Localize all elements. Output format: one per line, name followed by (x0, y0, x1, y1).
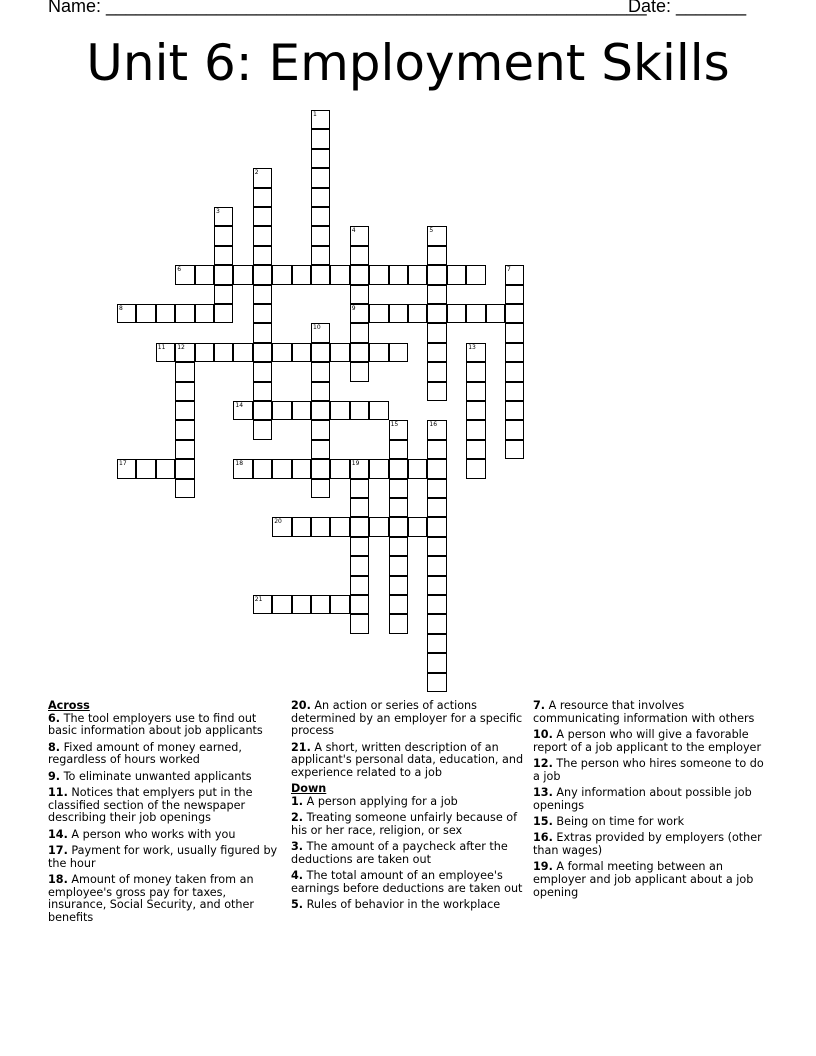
crossword-cell[interactable] (156, 459, 175, 478)
crossword-cell[interactable] (311, 323, 330, 342)
crossword-cell[interactable] (175, 304, 194, 323)
crossword-cell[interactable] (466, 343, 485, 362)
clue-number: 4 (351, 227, 356, 235)
clue-number: 10 (313, 324, 321, 332)
crossword-cell[interactable] (389, 498, 408, 517)
crossword-cell[interactable] (233, 401, 252, 420)
crossword-cell[interactable] (350, 226, 369, 245)
crossword-cell[interactable] (311, 207, 330, 226)
crossword-cell[interactable] (311, 440, 330, 459)
crossword-cell[interactable] (389, 304, 408, 323)
clue-across: 20. An action or series of actions determined by an employer for a specific process (291, 699, 523, 738)
crossword-cell[interactable] (466, 304, 485, 323)
crossword-cell[interactable] (505, 343, 524, 362)
crossword-cell[interactable] (350, 498, 369, 517)
crossword-cell[interactable] (311, 382, 330, 401)
crossword-cell[interactable] (505, 265, 524, 284)
crossword-cell[interactable] (311, 149, 330, 168)
clue-across: 21. A short, written description of an applicant's personal data, education, and experience related to a job (291, 740, 524, 779)
crossword-cell[interactable] (214, 285, 233, 304)
crossword-cell[interactable] (253, 188, 272, 207)
crossword-cell[interactable] (505, 323, 524, 342)
across-heading: Across (48, 699, 90, 712)
crossword-cell[interactable] (330, 595, 349, 614)
clue-down: 19. A formal meeting between an employer and job applicant about a job opening (533, 860, 754, 899)
clue-across: 11. Notices that emplyers put in the classified section of the newspaper describing their job openings (48, 785, 253, 825)
crossword-cell[interactable] (253, 343, 272, 362)
crossword-cell[interactable] (427, 479, 446, 498)
crossword-cell[interactable] (505, 285, 524, 304)
crossword-cell[interactable] (253, 207, 272, 226)
crossword-cell[interactable] (466, 382, 485, 401)
crossword-cell[interactable] (272, 595, 291, 614)
crossword-cell[interactable] (311, 479, 330, 498)
clue-number: 17 (119, 460, 127, 468)
crossword-cell[interactable] (408, 304, 427, 323)
crossword-cell[interactable] (330, 343, 349, 362)
crossword-cell[interactable] (350, 556, 369, 575)
crossword-cell[interactable] (350, 479, 369, 498)
crossword-cell[interactable] (136, 304, 155, 323)
crossword-cell[interactable] (427, 323, 446, 342)
crossword-cell[interactable] (350, 362, 369, 381)
crossword-cell[interactable] (389, 537, 408, 556)
crossword-cell[interactable] (214, 226, 233, 245)
crossword-cell[interactable] (350, 304, 369, 323)
clue-number: 11 (157, 343, 166, 351)
crossword-cell[interactable] (253, 285, 272, 304)
crossword-cell[interactable] (330, 265, 349, 284)
crossword-cell[interactable] (427, 634, 446, 653)
crossword-cell[interactable] (389, 440, 408, 459)
crossword-cell[interactable] (389, 343, 408, 362)
crossword-cell[interactable] (195, 304, 214, 323)
clue-number: 13 (468, 343, 476, 351)
crossword-cell[interactable] (253, 420, 272, 439)
clue-down: 1. A person applying for a job (291, 794, 458, 808)
clue-number: 8 (119, 305, 123, 312)
crossword-cell[interactable] (427, 537, 446, 556)
clue-number: 21 (254, 596, 263, 603)
clue-down: 12. The person who hires someone to do a job (533, 756, 764, 783)
crossword-cell[interactable] (292, 517, 311, 536)
crossword-cell[interactable] (369, 517, 388, 536)
crossword-cell[interactable] (505, 304, 524, 323)
crossword-cell[interactable] (214, 246, 233, 265)
crossword-cell[interactable] (466, 440, 485, 459)
crossword-cell[interactable] (253, 246, 272, 265)
crossword-cell[interactable] (311, 110, 330, 129)
crossword-cell[interactable] (427, 304, 446, 323)
crossword-cell[interactable] (175, 479, 194, 498)
crossword-cell[interactable] (311, 401, 330, 420)
crossword-cell[interactable] (311, 343, 330, 362)
crossword-cell[interactable] (466, 459, 485, 478)
crossword-cell[interactable] (369, 343, 388, 362)
crossword-cell[interactable] (253, 401, 272, 420)
crossword-cell[interactable] (175, 382, 194, 401)
crossword-cell[interactable] (272, 459, 291, 478)
crossword-cell[interactable] (466, 420, 485, 439)
crossword-cell[interactable] (350, 343, 369, 362)
crossword-cell[interactable] (505, 440, 524, 459)
clue-number: 1 (313, 111, 317, 118)
clue-across: 8. Fixed amount of money earned, regardless of hours worked (48, 740, 242, 767)
crossword-cell[interactable] (272, 517, 291, 536)
crossword-cell[interactable] (233, 343, 252, 362)
crossword-cell[interactable] (350, 614, 369, 633)
clue-number: 9 (351, 305, 356, 312)
clue-column-2 (291, 700, 527, 915)
crossword-cell[interactable] (272, 401, 291, 420)
crossword-cell[interactable] (427, 653, 446, 672)
clue-column-1 (48, 700, 284, 928)
crossword-cell[interactable] (253, 382, 272, 401)
crossword-cell[interactable] (253, 362, 272, 381)
crossword-cell[interactable] (350, 595, 369, 614)
crossword-cell[interactable] (292, 343, 311, 362)
clue-across: 14. A person who works with you (48, 827, 236, 841)
clue-down: 10. A person who will give a favorable report of a job applicant to the employer (533, 727, 762, 754)
crossword-cell[interactable] (311, 226, 330, 245)
crossword-cell[interactable] (389, 459, 408, 478)
crossword-cell[interactable] (272, 265, 291, 284)
clue-down: 16. Extras provided by employers (other than wages) (533, 831, 762, 857)
crossword-cell[interactable] (175, 440, 194, 459)
crossword-cell[interactable] (195, 343, 214, 362)
crossword-cell[interactable] (330, 517, 349, 536)
crossword-cell[interactable] (311, 129, 330, 148)
crossword-cell[interactable] (175, 401, 194, 420)
crossword-cell[interactable] (466, 401, 485, 420)
crossword-cell[interactable] (292, 265, 311, 284)
crossword-cell[interactable] (117, 304, 136, 323)
crossword-cell[interactable] (427, 285, 446, 304)
crossword-cell[interactable] (389, 420, 408, 439)
crossword-cell[interactable] (427, 673, 446, 692)
clue-across: 9. To eliminate unwanted applicants (48, 769, 252, 783)
crossword-cell[interactable] (486, 304, 505, 323)
page-title: Unit 6: Employment Skills (86, 34, 730, 92)
crossword-cell[interactable] (253, 226, 272, 245)
crossword-cell[interactable] (447, 265, 466, 284)
crossword-cell[interactable] (427, 614, 446, 633)
crossword-cell[interactable] (214, 207, 233, 226)
crossword-cell[interactable] (214, 343, 233, 362)
crossword-cell[interactable] (330, 401, 349, 420)
crossword-cell[interactable] (311, 265, 330, 284)
crossword-cell[interactable] (195, 265, 214, 284)
crossword-cell[interactable] (427, 246, 446, 265)
clue-number: 20 (274, 518, 282, 526)
clue-number: 19 (351, 460, 360, 468)
crossword-cell[interactable] (253, 323, 272, 342)
crossword-cell[interactable] (292, 401, 311, 420)
crossword-cell[interactable] (350, 401, 369, 420)
crossword-cell[interactable] (427, 517, 446, 536)
crossword-cell[interactable] (175, 343, 194, 362)
crossword-cell[interactable] (389, 517, 408, 536)
crossword-cell[interactable] (505, 382, 524, 401)
clue-number: 5 (429, 227, 434, 235)
clue-number: 2 (254, 169, 259, 177)
crossword-cell[interactable] (427, 420, 446, 439)
crossword-cell[interactable] (292, 459, 311, 478)
crossword-cell[interactable] (505, 401, 524, 420)
crossword-cell[interactable] (311, 595, 330, 614)
crossword-cell[interactable] (350, 285, 369, 304)
crossword-cell[interactable] (369, 304, 388, 323)
crossword-cell[interactable] (466, 265, 485, 284)
crossword-cell[interactable] (311, 246, 330, 265)
crossword-cell[interactable] (175, 420, 194, 439)
crossword-cell[interactable] (408, 517, 427, 536)
crossword-cell[interactable] (505, 420, 524, 439)
crossword-cell[interactable] (427, 556, 446, 575)
clue-down: 4. The total amount of an employee's earnings before deductions are taken out (291, 869, 523, 895)
crossword-cell[interactable] (175, 265, 194, 284)
crossword-cell[interactable] (175, 362, 194, 381)
crossword-cell[interactable] (214, 265, 233, 284)
crossword-cell[interactable] (156, 304, 175, 323)
crossword-cell[interactable] (311, 459, 330, 478)
clue-column-3 (533, 700, 769, 903)
crossword-cell[interactable] (350, 537, 369, 556)
crossword-cell[interactable] (466, 362, 485, 381)
crossword-cell[interactable] (389, 265, 408, 284)
crossword-cell[interactable] (214, 304, 233, 323)
crossword-cell[interactable] (427, 595, 446, 614)
clue-number: 14 (235, 402, 244, 409)
crossword-cell[interactable] (311, 188, 330, 207)
crossword-cell[interactable] (427, 362, 446, 381)
crossword-cell[interactable] (427, 459, 446, 478)
name-field[interactable]: Name: ______________________________________________________ (48, 0, 647, 16)
crossword-cell[interactable] (369, 401, 388, 420)
crossword-cell[interactable] (389, 595, 408, 614)
crossword-cell[interactable] (253, 304, 272, 323)
crossword-cell[interactable] (505, 362, 524, 381)
crossword-cell[interactable] (427, 265, 446, 284)
clue-number: 15 (390, 421, 399, 429)
clue-number: 3 (216, 208, 220, 215)
crossword-cell[interactable] (330, 459, 349, 478)
crossword-cell[interactable] (389, 614, 408, 633)
crossword-cell[interactable] (311, 420, 330, 439)
clue-number: 18 (235, 460, 244, 468)
crossword-cell[interactable] (427, 576, 446, 595)
crossword-cell[interactable] (447, 304, 466, 323)
crossword-cell[interactable] (427, 343, 446, 362)
crossword-cell[interactable] (350, 459, 369, 478)
clue-across: 18. Amount of money taken from an employee's gross pay for taxes, insurance, Social Security, and other benefits (48, 872, 254, 924)
clue-down: 7. A resource that involves communicating information with others (533, 699, 755, 725)
crossword-cell[interactable] (350, 517, 369, 536)
clue-number: 6 (177, 266, 182, 274)
clue-number: 7 (507, 266, 511, 274)
crossword-cell[interactable] (292, 595, 311, 614)
crossword-cell[interactable] (253, 168, 272, 187)
crossword-cell[interactable] (253, 459, 272, 478)
crossword-cell[interactable] (350, 323, 369, 342)
crossword-cell[interactable] (369, 459, 388, 478)
clue-down: 2. Treating someone unfairly because of his or her race, religion, or sex (291, 811, 518, 837)
crossword-cell[interactable] (253, 265, 272, 284)
crossword-cell[interactable] (253, 595, 272, 614)
crossword-cell[interactable] (408, 265, 427, 284)
crossword-cell[interactable] (156, 343, 175, 362)
crossword-cell[interactable] (311, 168, 330, 187)
crossword-cell[interactable] (117, 459, 136, 478)
date-field[interactable]: Date: _______ (628, 0, 747, 16)
crossword-cell[interactable] (350, 265, 369, 284)
crossword-cell[interactable] (272, 343, 291, 362)
clue-down: 15. Being on time for work (533, 814, 685, 828)
clue-number: 16 (429, 421, 438, 429)
crossword-cell[interactable] (427, 440, 446, 459)
crossword-cell[interactable] (389, 576, 408, 595)
clue-across: 6. The tool employers use to find out basic information about job applicants (48, 711, 263, 738)
crossword-cell[interactable] (175, 459, 194, 478)
crossword-cell[interactable] (427, 382, 446, 401)
crossword-cell[interactable] (233, 459, 252, 478)
crossword-cell[interactable] (427, 226, 446, 245)
crossword-cell[interactable] (311, 517, 330, 536)
clue-down: 3. The amount of a paycheck after the deductions are taken out (291, 840, 508, 866)
clue-number: 12 (177, 343, 185, 351)
crossword-cell[interactable] (389, 479, 408, 498)
crossword-cell[interactable] (408, 459, 427, 478)
crossword-cell[interactable] (311, 362, 330, 381)
clue-down: 5. Rules of behavior in the workplace (291, 898, 501, 912)
down-heading: Down (291, 782, 327, 796)
clue-down: 13. Any information about possible job openings (533, 785, 752, 812)
crossword-cell[interactable] (233, 265, 252, 284)
crossword-cell[interactable] (369, 265, 388, 284)
crossword-cell[interactable] (136, 459, 155, 478)
crossword-cell[interactable] (427, 498, 446, 517)
crossword-cell[interactable] (350, 246, 369, 265)
clue-across: 17. Payment for work, usually figured by the hour (48, 843, 278, 870)
crossword-cell[interactable] (350, 576, 369, 595)
crossword-cell[interactable] (389, 556, 408, 575)
